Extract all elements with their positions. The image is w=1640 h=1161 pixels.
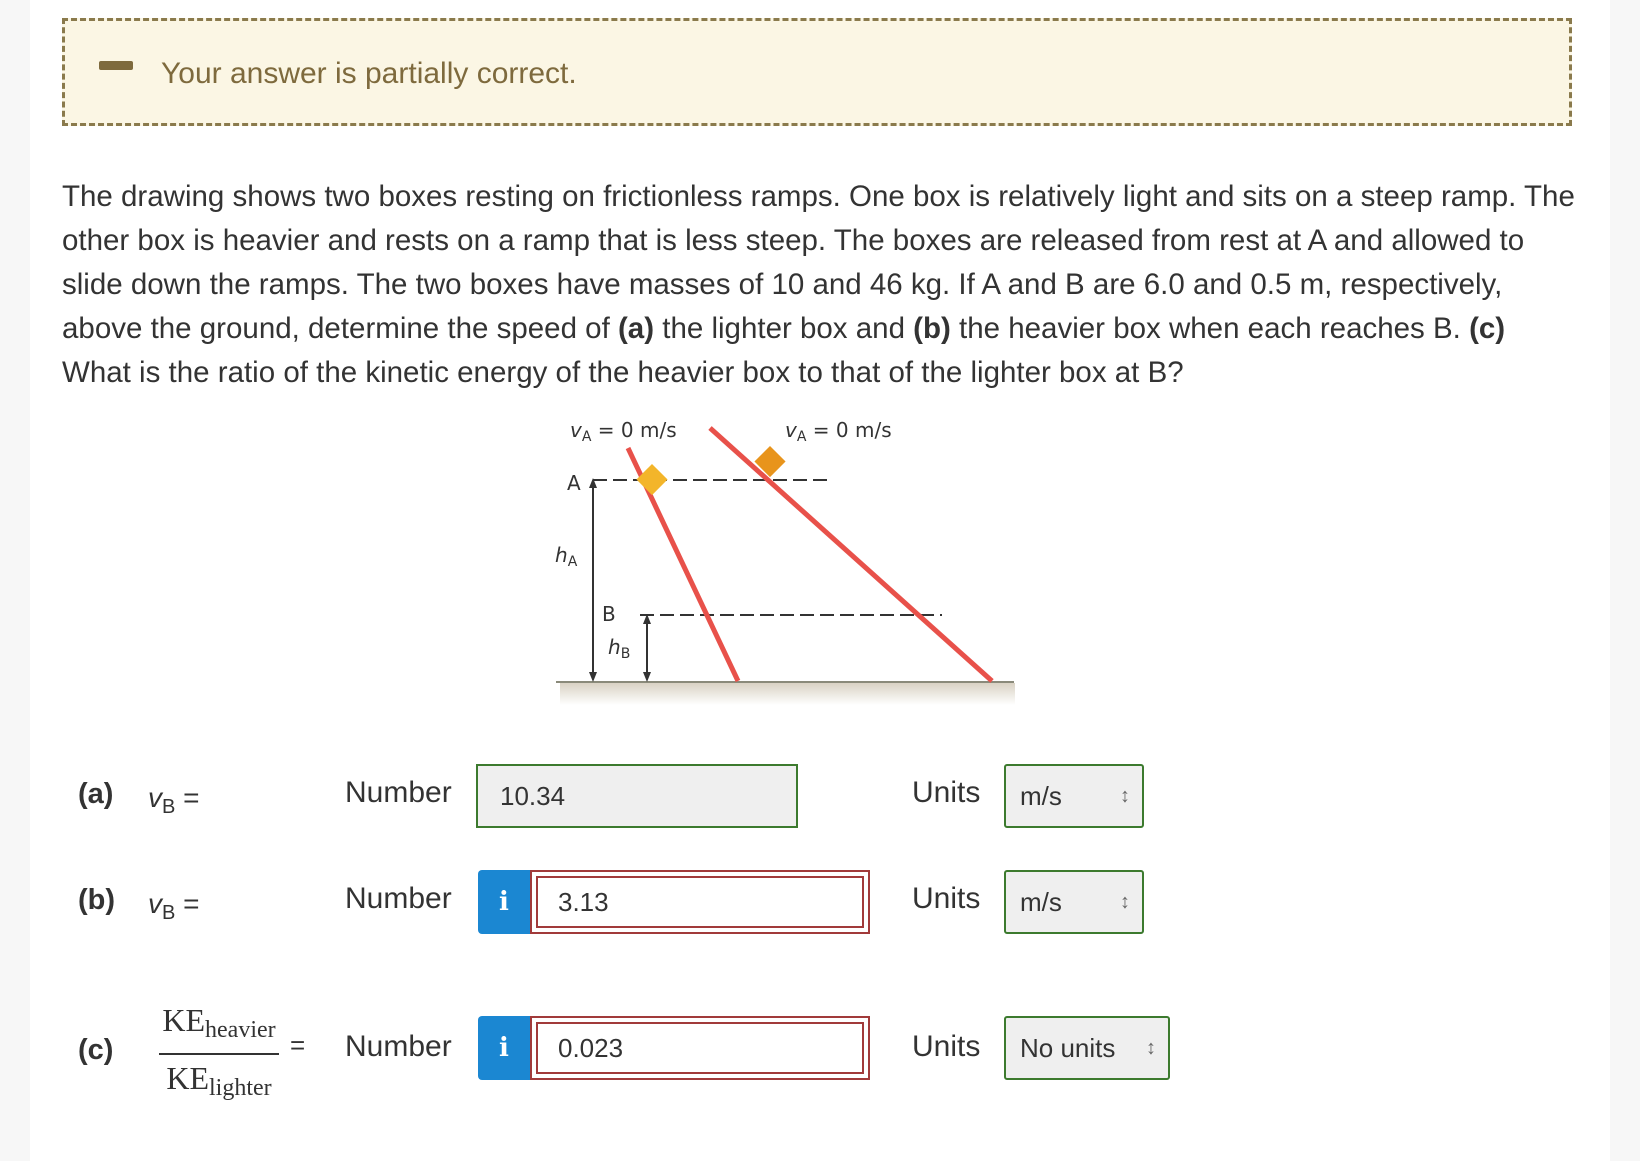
part-label-b: (b) <box>78 884 116 916</box>
number-label-a: Number <box>345 776 452 809</box>
answer-row-b <box>0 882 1640 962</box>
question-part3: the heavier box when each reaches B. <box>950 312 1470 345</box>
question-a-tag: (a) <box>617 312 655 345</box>
question-c-tag: (c) <box>1469 312 1506 345</box>
ramps-diagram <box>555 410 1080 720</box>
number-label-c: Number <box>345 1030 452 1063</box>
label-hb: $h_B$ <box>608 635 631 662</box>
page-margin-right <box>1610 0 1640 1161</box>
answer-input-c-frame <box>530 1016 870 1080</box>
va-label-right: $v_A = 0$ m/s <box>785 418 892 445</box>
part-label-a: (a) <box>78 778 114 810</box>
answer-input-a[interactable]: 10.34 <box>476 764 798 828</box>
part-label-c: (c) <box>78 1034 114 1066</box>
updown-chevron-icon: ↕ <box>1120 891 1130 913</box>
units-value-a: m/s <box>1020 781 1062 811</box>
question-b-tag: (b) <box>913 312 951 345</box>
feedback-message: Your answer is partially correct. <box>161 57 577 90</box>
var-label-a: $v_B$ = <box>148 782 200 818</box>
info-icon[interactable]: i <box>478 870 530 934</box>
units-value-c: No units <box>1020 1033 1116 1063</box>
shallow-ramp <box>710 428 992 681</box>
question-text <box>62 175 1582 395</box>
answer-input-b-frame <box>530 870 870 934</box>
number-label-b: Number <box>345 882 452 915</box>
ratio-equals: = <box>290 1030 306 1060</box>
units-label-a: Units <box>912 776 981 809</box>
units-select-a[interactable] <box>1004 764 1144 828</box>
answer-input-b[interactable]: 3.13 <box>536 876 864 928</box>
question-part1: The drawing shows two boxes resting on frictionless ramps. One box is relatively light and sits on a steep ramp. The other box is heavier and rests on a ramp that is less steep. The boxes are released from rest at A and allowed to slide down the ramps. The two boxes have masses of 10 and 46 kg. If A and B are 6.0 and 0.5 m, respectively, above the ground, determine the speed of <box>62 180 1575 345</box>
units-label-c: Units <box>912 1030 981 1063</box>
answer-row-a <box>0 776 1640 856</box>
info-icon[interactable]: i <box>478 1016 530 1080</box>
label-ha: $h_A$ <box>555 543 578 570</box>
label-a: A <box>567 471 581 495</box>
va-label-left: $v_A = 0$ m/s <box>570 418 677 445</box>
answer-input-c[interactable]: 0.023 <box>536 1022 864 1074</box>
question-part2: the lighter box and <box>654 312 914 345</box>
updown-chevron-icon: ↕ <box>1120 785 1130 807</box>
units-select-b[interactable] <box>1004 870 1144 934</box>
updown-chevron-icon: ↕ <box>1146 1037 1156 1059</box>
var-label-b: $v_B$ = <box>148 888 200 924</box>
units-value-b: m/s <box>1020 887 1062 917</box>
label-b: B <box>602 602 616 626</box>
question-part4: What is the ratio of the kinetic energy of the heavier box to that of the lighter box at B? <box>62 356 1184 389</box>
units-select-c[interactable] <box>1004 1016 1170 1080</box>
page-margin-left <box>0 0 30 1161</box>
ke-ratio-fraction <box>155 1000 283 1108</box>
light-box <box>636 464 667 495</box>
fraction-bar <box>159 1053 279 1055</box>
units-label-b: Units <box>912 882 981 915</box>
feedback-banner <box>62 18 1572 126</box>
partial-credit-icon <box>99 61 133 70</box>
ha-arrow-bottom <box>589 672 597 682</box>
ground-shadow <box>560 683 1015 705</box>
hb-arrow-bottom <box>643 672 651 682</box>
ke-numerator: $KE_{heavier}$ <box>162 1002 276 1043</box>
ke-denominator: $KE_{lighter}$ <box>166 1060 272 1101</box>
